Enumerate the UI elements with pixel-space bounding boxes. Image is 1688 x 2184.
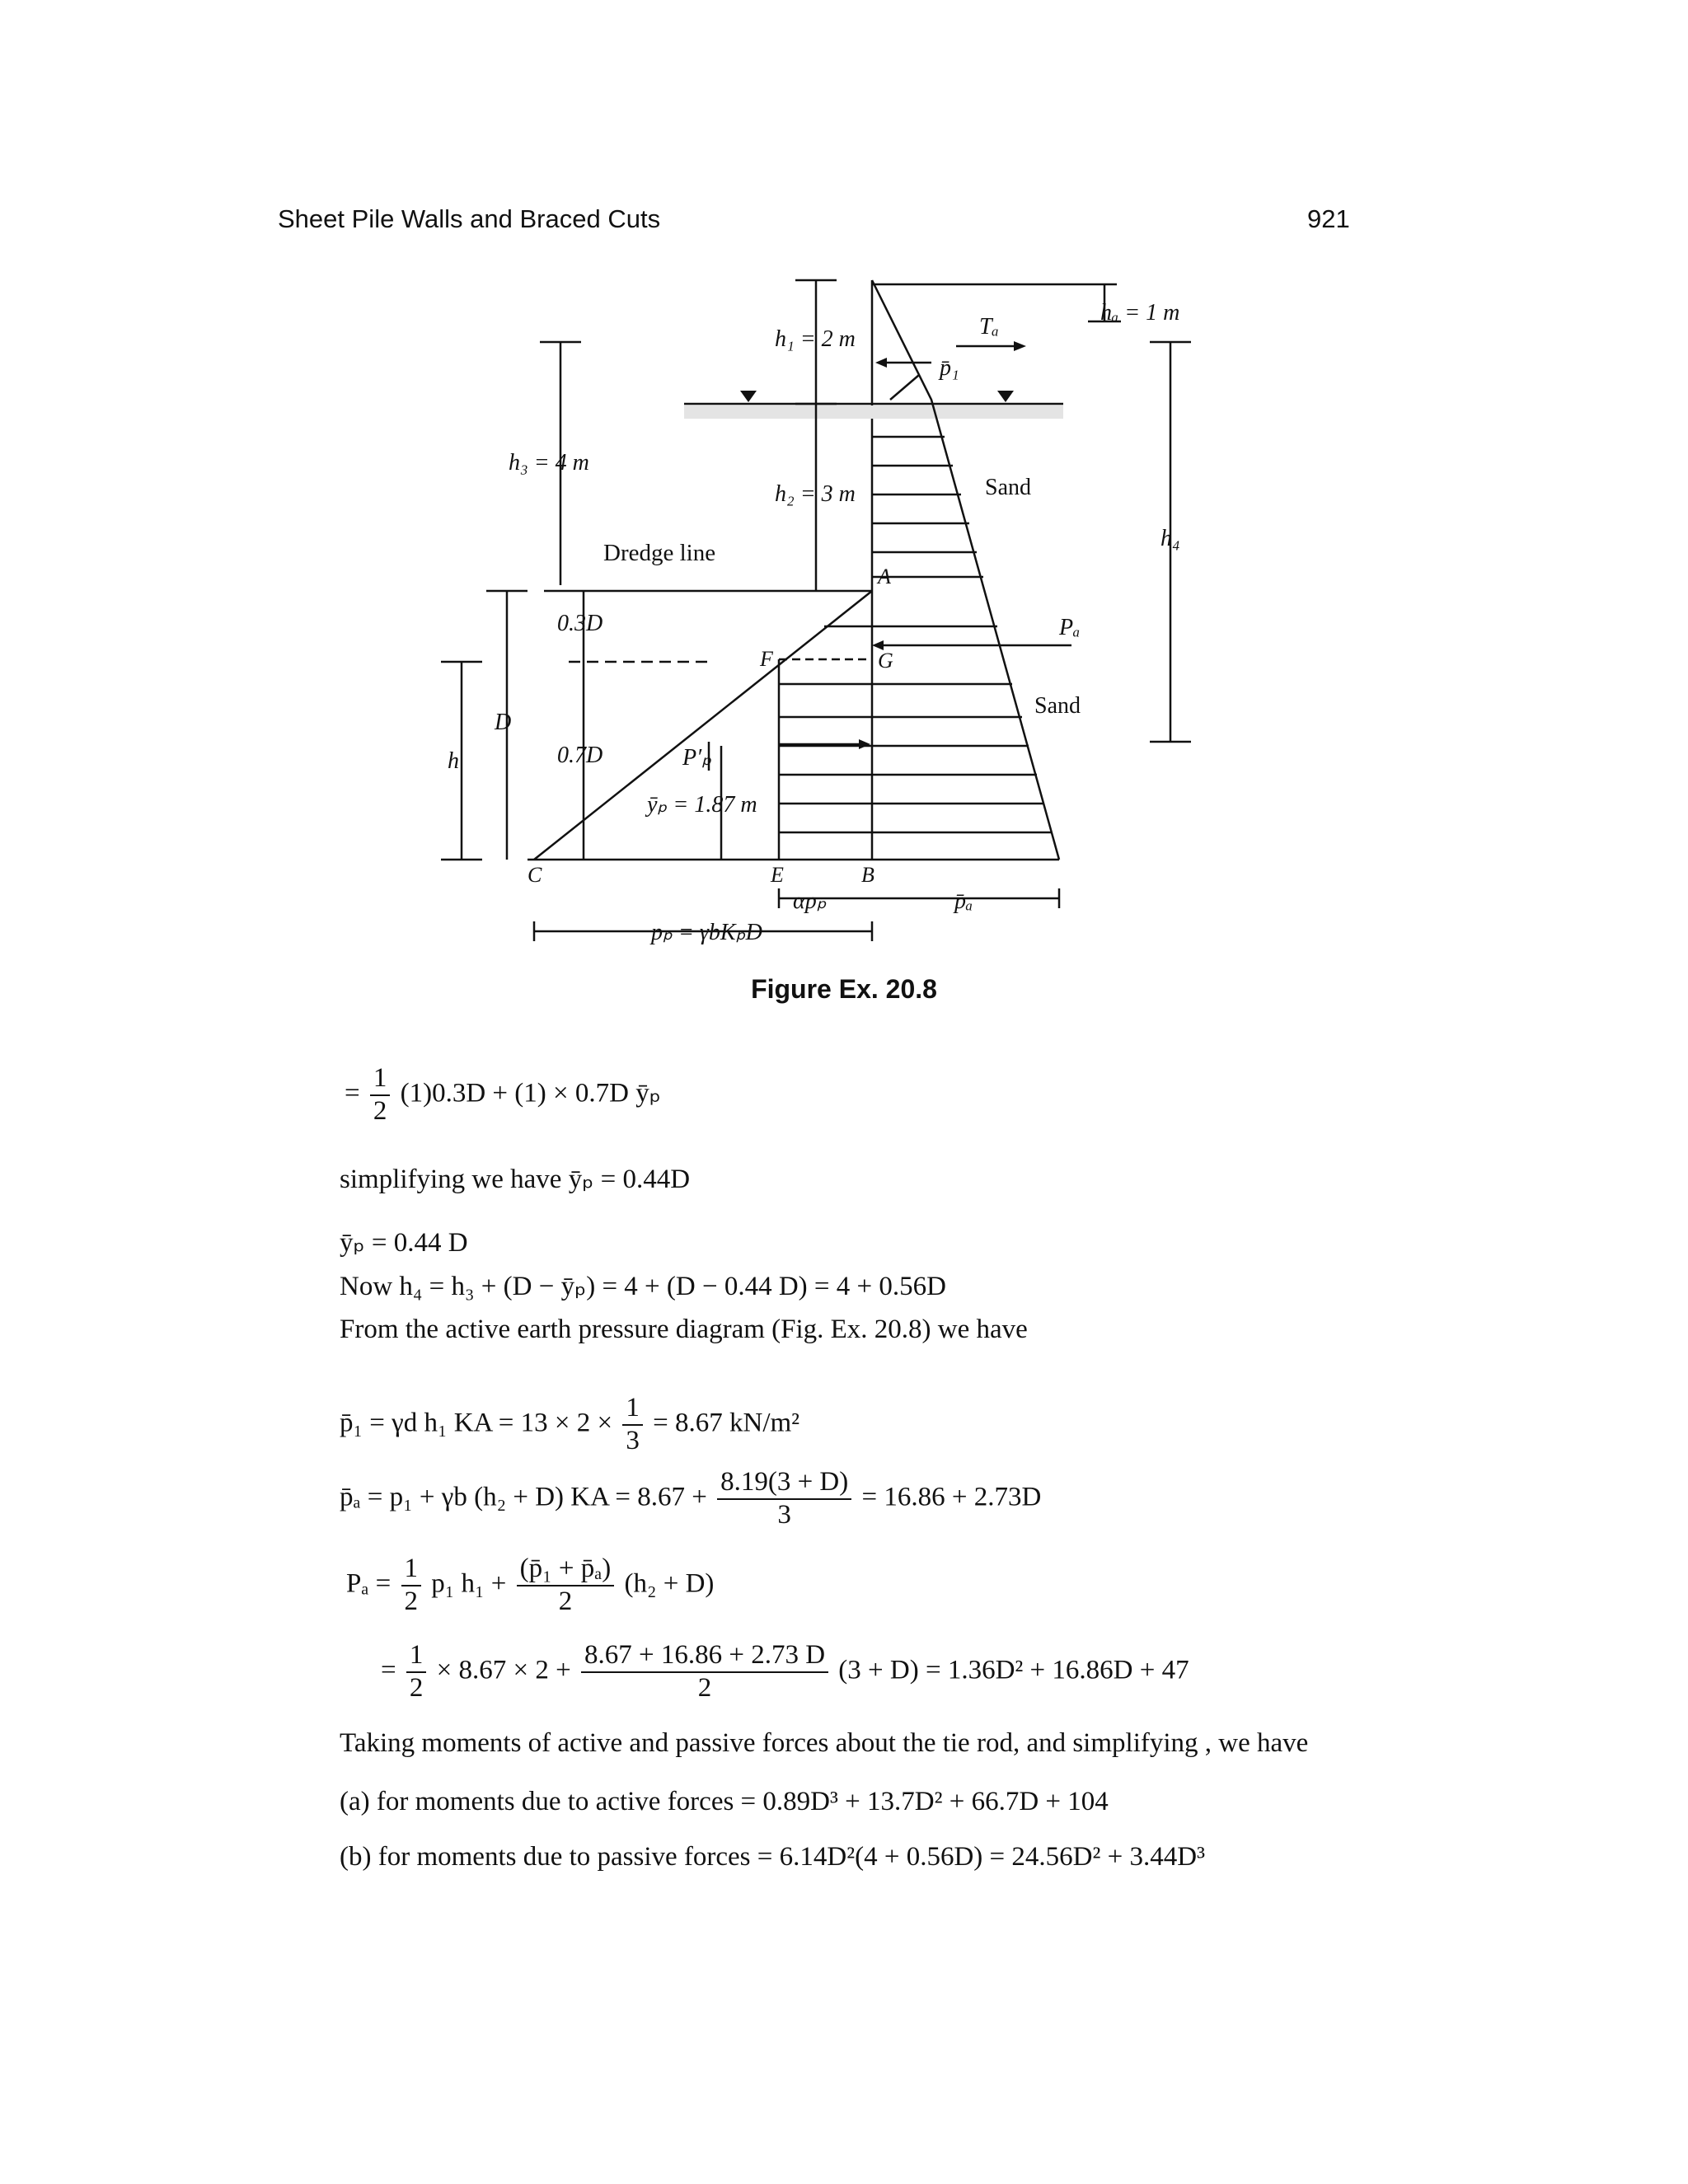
label-0.7D: 0.7D (557, 743, 603, 768)
text-active-moments: (a) for moments due to active forces = 0.89D³ + 13.7D² + 66.7D + 104 (340, 1787, 1109, 1816)
equation-yp: = $\frac{1}{2}$ (1)0.3D + (1) × 0.7D ȳₚ (345, 1063, 661, 1126)
equation-Pa: Pₐ = $\frac{1}{2}$ p₁ h₁ + $\frac{\text{(p̄₁ + p̄ₐ)}}{2}$ (h₂ + D) (346, 1554, 715, 1616)
label-D: D (495, 710, 512, 735)
page-number: 921 (1307, 204, 1350, 233)
label-pp: pₚ = γbKₚD (651, 920, 762, 945)
label-yp: ȳₚ = 1.87 m (647, 792, 757, 818)
label-B: B (861, 863, 874, 887)
text-from-diagram: From the active earth pressure diagram (Fig. Ex. 20.8) we have (340, 1315, 1028, 1344)
sheet-pile-figure (0, 0, 1688, 972)
text-h4: Now h₄ = h₃ + (D − ȳₚ) = 4 + (D − 0.44 D) = 4 + 0.56D (340, 1272, 946, 1301)
figure-caption: Figure Ex. 20.8 (751, 974, 937, 1004)
label-0.3D: 0.3D (557, 611, 603, 636)
label-Ta: Tₐ (979, 314, 999, 340)
label-h4: h₄ (1160, 526, 1180, 551)
label-sand-bottom: Sand (1034, 693, 1081, 719)
label-F: F (760, 647, 773, 671)
label-Pp-prime: P′ₚ (682, 745, 712, 771)
text-taking-moments: Taking moments of active and passive forces about the tie rod, and simplifying , we have (340, 1728, 1309, 1758)
label-G: G (878, 649, 893, 673)
equation-p1: p̄₁ = γd h₁ KA = 13 × 2 × $\frac{1}{3}$ = 8.67 kN/m² (340, 1393, 800, 1455)
label-h1: h₁ = 2 m (775, 326, 856, 352)
label-C: C (528, 863, 542, 887)
text-simplify: simplifying we have ȳₚ = 0.44D (340, 1165, 691, 1194)
active-pressure-envelope (872, 280, 1059, 860)
label-sand-top: Sand (985, 475, 1031, 500)
label-ha: hₐ = 1 m (1100, 300, 1180, 326)
label-p1: p̄₁ (940, 355, 959, 381)
label-alpha-pp: αpₚ (793, 888, 827, 914)
text-yp-value: ȳₚ = 0.44 D (340, 1228, 468, 1258)
label-h2: h₂ = 3 m (775, 481, 856, 507)
label-pa-bar: p̄ₐ (954, 888, 973, 914)
label-E: E (771, 863, 784, 887)
equation-pa: p̄ₐ = p₁ + γb (h₂ + D) KA = 8.67 + $\frac{8.19(3 + D)}{3}$ = 16.86 + 2.73D (340, 1467, 1042, 1530)
text-passive-moments: (b) for moments due to passive forces = 6.14D²(4 + 0.56D) = 24.56D² + 3.44D³ (340, 1842, 1205, 1872)
label-Pa: Pₐ (1059, 615, 1081, 640)
label-dredge-line: Dredge line (603, 540, 716, 566)
label-h3: h₃ = 4 m (509, 450, 589, 476)
label-h: h (448, 748, 459, 774)
label-A: A (878, 565, 891, 588)
equation-Pa-numeric: = $\frac{1}{2}$ × 8.67 × 2 + $\frac{8.67 + 16.86 + 2.73 D}{2}$ (3 + D) = 1.36D² + 16.86D + 47 (381, 1640, 1189, 1703)
running-header: Sheet Pile Walls and Braced Cuts (278, 204, 661, 233)
